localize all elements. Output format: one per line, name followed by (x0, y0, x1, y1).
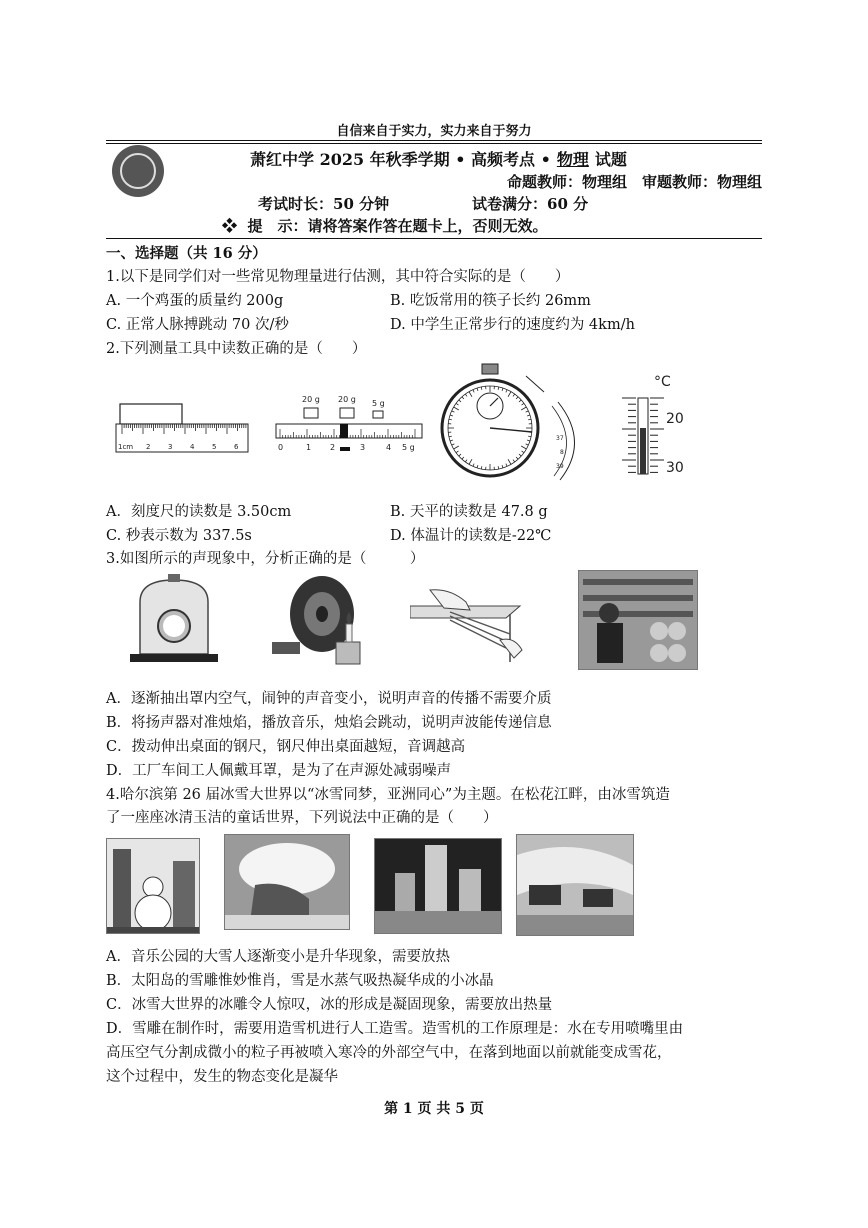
thermometer-tick-label: 20 (666, 411, 684, 427)
header-rule-bottom (106, 238, 762, 239)
q1-option-a: A. 一个鸡蛋的质量约 200g (106, 293, 284, 309)
q4-snowman-photo (106, 838, 200, 934)
q3-steel-ruler-figure (410, 584, 530, 662)
balance-beam (276, 424, 422, 438)
hand-icon (500, 639, 522, 658)
balance-tick-label: 0 (278, 443, 284, 452)
q4-stem-line1: 4.哈尔滨第 26 届冰雪大世界以“冰雪同梦，亚洲同心”为主题。在松花江畔，由冰雪筑造 (106, 787, 670, 803)
balance-tick-label: 5 g (402, 443, 415, 452)
q2-option-d: D. 体温计的读数是-22℃ (390, 528, 552, 544)
q2-option-c: C. 秒表示数为 337.5s (106, 528, 252, 544)
ruler-tick-label: 2 (146, 443, 151, 451)
q1-option-c: C. 正常人脉搏跳动 70 次/秒 (106, 317, 289, 333)
q2-ruler-figure (112, 400, 252, 456)
exam-title-suffix: 试题 (594, 150, 627, 169)
q1-option-b: B. 吃饭常用的筷子长约 26mm (390, 293, 591, 309)
thermometer-tick-label: 30 (666, 460, 684, 476)
weight-label: 20 g (338, 395, 356, 404)
ruler-tick-label: 6 (234, 443, 239, 451)
q4-stem-line2: 了一座座冰清玉洁的童话世界，下列说法中正确的是（ ） (106, 810, 498, 826)
header-rule-top-2 (106, 143, 762, 144)
q4-option-d-line2: 高压空气分割成微小的粒子再被喷入寒冷的外部空气中，在落到地面以前就能变成雪花， (106, 1045, 672, 1061)
balance-tick-label: 3 (360, 443, 366, 452)
stopwatch-zoom-label: 37 (556, 435, 564, 442)
q4-option-a: A．音乐公园的大雪人逐渐变小是升华现象，需要放热 (106, 949, 450, 965)
exam-tip (222, 215, 547, 236)
tip-diamond-icon: ❖ (222, 217, 238, 235)
school-logo-icon (112, 145, 164, 197)
balance-tick-label: 1 (306, 443, 312, 452)
snow-machine-image (517, 835, 633, 935)
q3-stem: 3.如图所示的声现象中，分析正确的是（ ） (106, 551, 425, 567)
tip-text: 提 示：请将答案作答在题卡上，否则无效。 (247, 217, 548, 235)
q2-stem: 2.下列测量工具中读数正确的是（ ） (106, 341, 367, 357)
q3-option-b: B．将扬声器对准烛焰，播放音乐，烛焰会跳动，说明声波能传递信息 (106, 715, 552, 731)
q3-speaker-figure (264, 572, 374, 668)
exam-full-score: 试卷满分：60 分 (472, 195, 589, 213)
weight-label: 20 g (302, 395, 320, 404)
q1-option-d: D. 中学生正常步行的速度约为 4km/h (390, 317, 635, 333)
exam-duration: 考试时长：50 分钟 (258, 195, 390, 213)
q4-snow-machine-photo (516, 834, 634, 936)
q4-ice-sculpture-photo (374, 838, 502, 934)
snow-sculpture-image (225, 835, 349, 929)
weight-20g-icon (304, 408, 318, 418)
weight-20g-icon (340, 408, 354, 418)
ruler-body (116, 424, 248, 452)
q2-thermometer-figure (608, 368, 698, 480)
balance-tick-label: 4 (386, 443, 392, 452)
thermometer-liquid (640, 428, 646, 474)
weight-label: 5 g (372, 399, 385, 408)
ruler-block (120, 404, 182, 424)
q2-option-b: B. 天平的读数是 47.8 g (390, 504, 548, 520)
stopwatch-crown-icon (482, 364, 498, 374)
section-title: 一、选择题（共 16 分） (106, 245, 267, 262)
factory-workers-image (579, 571, 697, 669)
q3-option-c: C．拨动伸出桌面的钢尺，钢尺伸出桌面越短，音调越高 (106, 739, 466, 755)
page-footer: 第 1 页 共 5 页 (384, 1101, 484, 1117)
q4-snow-sculpture-photo (224, 834, 350, 930)
candle-holder (336, 642, 360, 664)
q4-option-c: C．冰雪大世界的冰雕令人惊叹，冰的形成是凝固现象，需要放出热量 (106, 997, 553, 1013)
q2-option-a: A．刻度尺的读数是 3.50cm (106, 504, 292, 520)
weight-5g-icon (373, 411, 383, 418)
candle-icon (346, 624, 352, 642)
q1-stem: 1.以下是同学们对一些常见物理量进行估测，其中符合实际的是（ ） (106, 269, 570, 285)
exam-title-prefix: 萧红中学 2025 年秋季学期 • 高频考点 • (250, 150, 551, 169)
bell-jar-base (130, 654, 218, 662)
header-rule-top (106, 140, 762, 141)
q4-option-d-line3: 这个过程中，发生的物态变化是凝华 (106, 1069, 338, 1085)
ruler-tick-label: 4 (190, 443, 195, 451)
ice-castle-image (375, 839, 501, 933)
exam-title (250, 147, 627, 170)
q3-option-d: D．工厂车间工人佩戴耳罩，是为了在声源处减弱噪声 (106, 763, 452, 779)
snowman-image (107, 839, 199, 933)
q4-option-d-line1: D．雪雕在制作时，需要用造雪机进行人工造雪。造雪机的工作原理是：水在专用喷嘴里由 (106, 1021, 684, 1037)
q3-bell-jar-figure (126, 572, 222, 668)
q3-factory-photo (578, 570, 698, 670)
balance-rider-shadow (340, 447, 350, 451)
ruler-tick-label: 1cm (118, 443, 134, 451)
balance-tick-label: 2 (330, 443, 336, 452)
ruler-tick-label: 5 (212, 443, 217, 451)
thermometer-unit: °C (654, 374, 671, 390)
q3-option-a: A．逐渐抽出罩内空气，闹钟的声音变小，说明声音的传播不需要介质 (106, 691, 552, 707)
stopwatch-zoom-label: 8 (560, 449, 564, 456)
balance-rider-icon (340, 424, 348, 438)
stopwatch-zoom-label: 39 (556, 463, 564, 470)
header-motto: 自信来自于实力，实力来自于努力 (336, 124, 532, 139)
ruler-tick-label: 3 (168, 443, 173, 451)
exam-subject: 物理 (556, 150, 589, 169)
q4-option-b: B．太阳岛的雪雕惟妙惟肖，雪是水蒸气吸热凝华成的小冰晶 (106, 973, 494, 989)
q2-stopwatch-figure (440, 362, 590, 486)
exam-teachers: 命题教师：物理组 审题教师：物理组 (506, 173, 762, 191)
q2-balance-figure (272, 392, 426, 456)
